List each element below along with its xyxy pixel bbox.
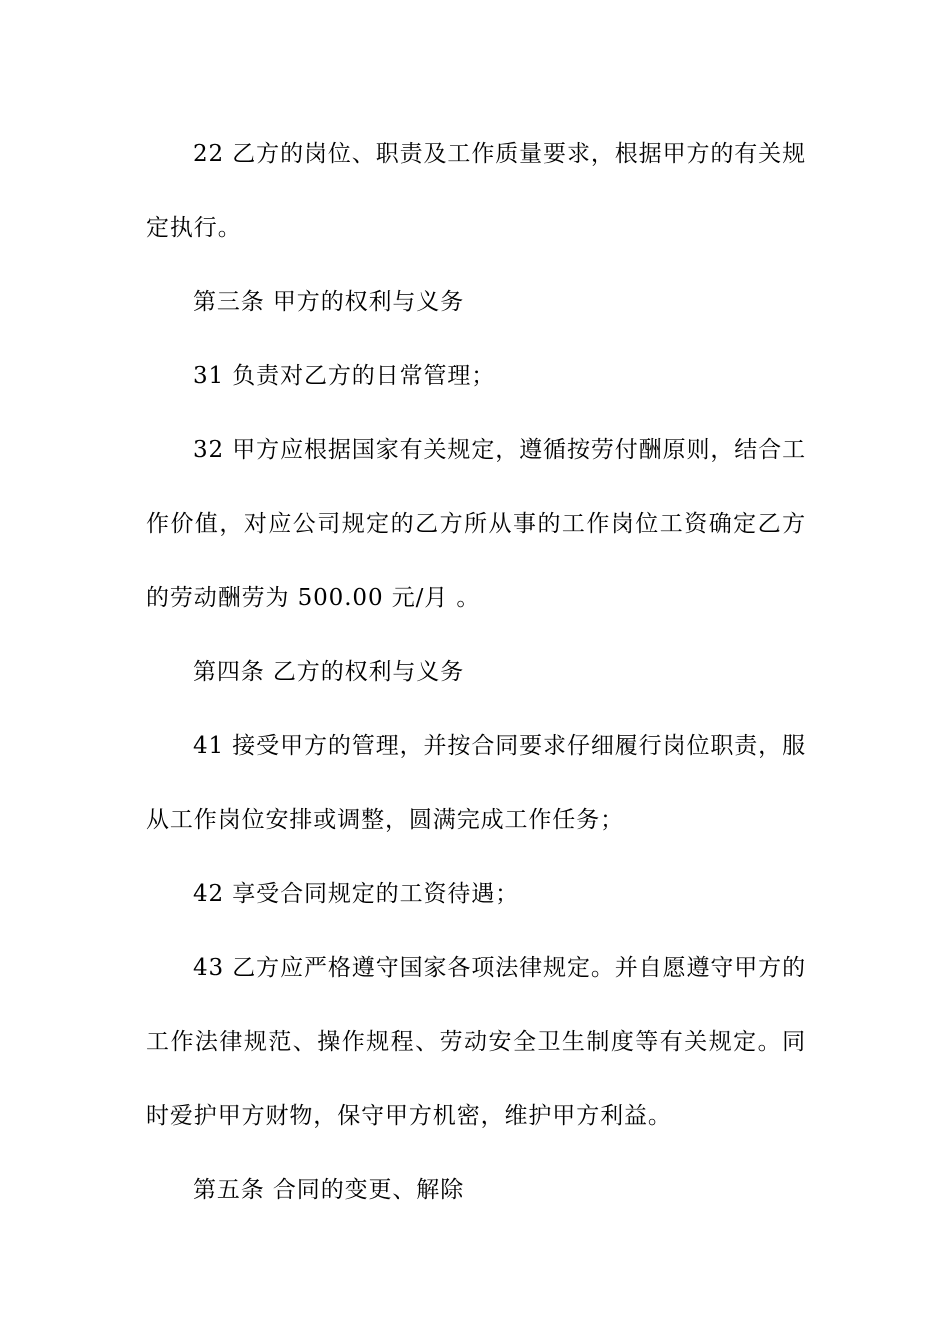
article-4-heading: 第四条 乙方的权利与义务 bbox=[193, 659, 465, 685]
clause-3-1: 31 负责对乙方的日常管理； bbox=[193, 363, 496, 389]
article-5-heading: 第五条 合同的变更、解除 bbox=[193, 1177, 465, 1203]
clause-4-3: 43 乙方应严格遵守国家各项法律规定。并自愿遵守甲方的工作法律规范、操作规程、劳动安全卫生制度等有关规定。同时爱护甲方财物，保守甲方机密，维护甲方利益。 bbox=[146, 955, 806, 1129]
article-3-heading: 第三条 甲方的权利与义务 bbox=[193, 289, 465, 315]
clause-3-2: 32 甲方应根据国家有关规定，遵循按劳付酬原则，结合工作价值，对应公司规定的乙方所从事的工作岗位工资确定乙方的劳动酬劳为 500.00 元/月 。 bbox=[146, 437, 806, 611]
clause-4-1: 41 接受甲方的管理，并按合同要求仔细履行岗位职责，服从工作岗位安排或调整，圆满完成工作任务； bbox=[146, 733, 806, 833]
clause-2-2: 22 乙方的岗位、职责及工作质量要求，根据甲方的有关规定执行。 bbox=[146, 141, 806, 241]
clause-4-2: 42 享受合同规定的工资待遇； bbox=[193, 881, 520, 907]
